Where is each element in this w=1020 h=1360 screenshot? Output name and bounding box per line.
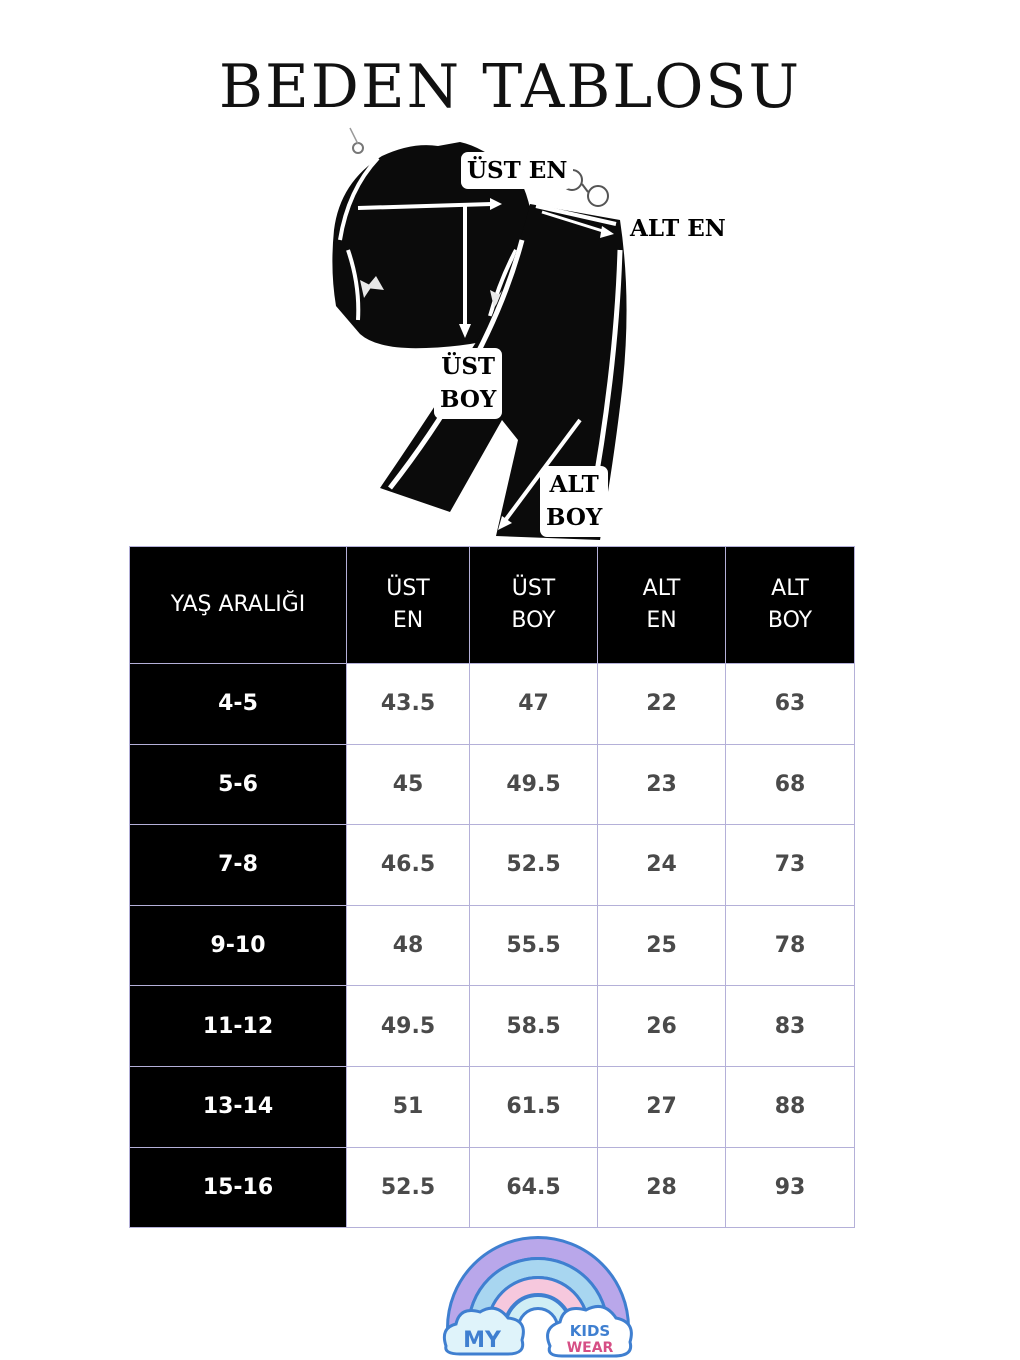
value-cell: 24	[598, 825, 726, 906]
age-cell: 7-8	[130, 825, 347, 906]
header-alt-en: ALT EN	[598, 547, 726, 664]
header-alt-boy: ALT BOY	[726, 547, 855, 664]
value-cell: 58.5	[470, 986, 598, 1067]
value-cell: 26	[598, 986, 726, 1067]
brand-logo	[438, 1228, 638, 1358]
size-table	[129, 546, 855, 1228]
value-cell: 78	[726, 905, 855, 986]
header-ust-en: ÜST EN	[347, 547, 470, 664]
label-ust-boy-line1: ÜST	[441, 353, 496, 380]
table-row	[130, 986, 855, 1067]
table-row	[130, 1066, 855, 1147]
page-title: BEDEN TABLOSU	[218, 52, 802, 122]
value-cell: 88	[726, 1066, 855, 1147]
age-cell: 15-16	[130, 1147, 347, 1228]
value-cell: 73	[726, 825, 855, 906]
age-cell: 5-6	[130, 744, 347, 825]
table-row	[130, 825, 855, 906]
age-cell: 9-10	[130, 905, 347, 986]
value-cell: 49.5	[347, 986, 470, 1067]
value-cell: 52.5	[470, 825, 598, 906]
label-alt-boy-line2: BOY	[546, 504, 603, 532]
value-cell: 49.5	[470, 744, 598, 825]
value-cell: 22	[598, 664, 726, 745]
value-cell: 52.5	[347, 1147, 470, 1228]
age-cell: 13-14	[130, 1066, 347, 1147]
value-cell: 93	[726, 1147, 855, 1228]
label-ust-boy	[434, 348, 502, 419]
value-cell: 68	[726, 744, 855, 825]
table-header-row	[130, 547, 855, 664]
table-row	[130, 905, 855, 986]
table-row	[130, 744, 855, 825]
value-cell: 64.5	[470, 1147, 598, 1228]
age-cell: 11-12	[130, 986, 347, 1067]
value-cell: 25	[598, 905, 726, 986]
value-cell: 45	[347, 744, 470, 825]
value-cell: 61.5	[470, 1066, 598, 1147]
label-alt-boy	[540, 466, 608, 537]
value-cell: 23	[598, 744, 726, 825]
value-cell: 43.5	[347, 664, 470, 745]
label-ust-boy-line2: BOY	[440, 386, 497, 414]
value-cell: 63	[726, 664, 855, 745]
value-cell: 47	[470, 664, 598, 745]
table-row	[130, 1147, 855, 1228]
value-cell: 51	[347, 1066, 470, 1147]
logo-wear-text: WEAR	[566, 1340, 614, 1356]
label-alt-boy-line1: ALT	[549, 471, 599, 498]
value-cell: 28	[598, 1147, 726, 1228]
value-cell: 46.5	[347, 825, 470, 906]
header-age-range: YAŞ ARALIĞI	[130, 547, 347, 664]
rainbow-logo-icon	[438, 1228, 638, 1358]
label-alt-en: ALT EN	[630, 215, 726, 242]
label-ust-en: ÜST EN	[461, 152, 573, 189]
value-cell: 48	[347, 905, 470, 986]
value-cell: 55.5	[470, 905, 598, 986]
header-ust-boy: ÜST BOY	[470, 547, 598, 664]
table-row	[130, 664, 855, 745]
logo-my-text: MY	[463, 1328, 501, 1353]
age-cell: 4-5	[130, 664, 347, 745]
logo-kids-text: KIDS	[569, 1322, 611, 1340]
value-cell: 27	[598, 1066, 726, 1147]
value-cell: 83	[726, 986, 855, 1067]
